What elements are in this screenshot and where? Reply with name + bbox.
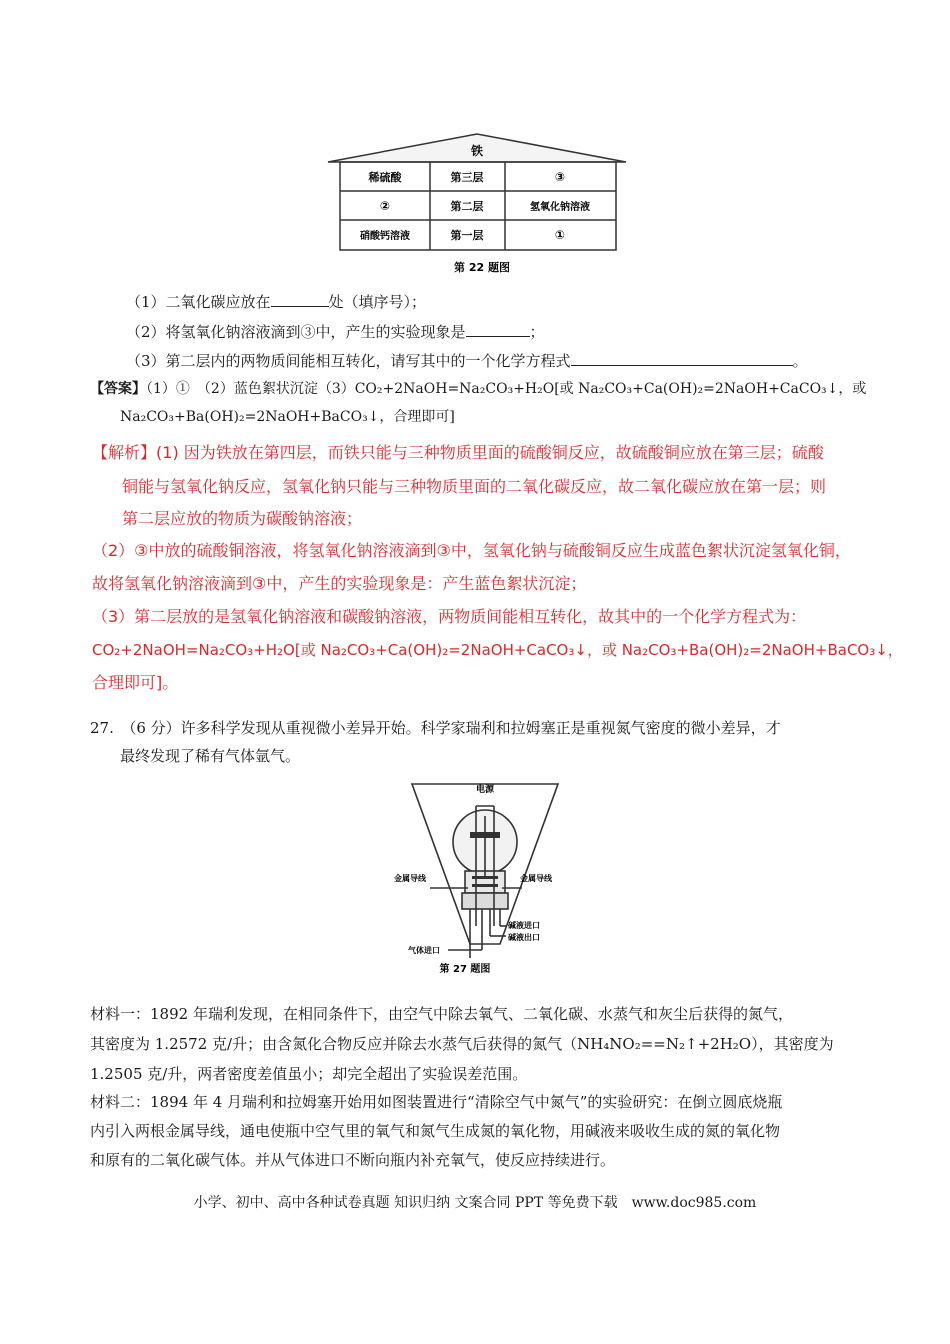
analysis-line-4: （2）③中放的硫酸铜溶液，将氢氧化钠溶液滴到③中，氢氧化钠与硫酸铜反应生成蓝色絮状沉淀氢氧化铜， bbox=[92, 541, 851, 560]
fig27-caption: 第 27 题图 bbox=[439, 964, 491, 975]
fig22-cell: 第一层 bbox=[450, 229, 484, 242]
material-1-line-3: 1.2505 克/升，两者密度差值虽小；却完全超出了实验误差范围。 bbox=[90, 1065, 528, 1083]
analysis-line-8: 合理即可]。 bbox=[92, 673, 179, 692]
fig22-cell: 第二层 bbox=[450, 200, 484, 213]
fig22-cell: 第三层 bbox=[450, 171, 484, 184]
analysis-line-7: CO₂+2NaOH=Na₂CO₃+H₂O[或 Na₂CO₃+Ca(OH)₂=2NaOH+CaCO₃↓，或 Na₂CO₃+Ba(OH)₂=2NaOH+BaCO₃↓， bbox=[92, 641, 903, 659]
fig22-roof-label: 铁 bbox=[470, 144, 484, 158]
analysis-label: 【解析】 bbox=[92, 443, 157, 462]
answer-blank-1[interactable] bbox=[271, 292, 329, 307]
fig27-alkali-in-label: 碱液进口 bbox=[508, 921, 540, 930]
q22-item-1: （1）二氧化碳应放在 处（填序号）； bbox=[126, 293, 427, 311]
fig22-caption: 第 22 题图 bbox=[454, 261, 510, 274]
material-1-line-2: 其密度为 1.2572 克/升；由含氮化合物反应并除去水蒸气后获得的氮气（NH₄NO₂==N₂↑+2H₂O），其密度为 bbox=[90, 1035, 834, 1053]
fig22-cell: ③ bbox=[554, 170, 566, 184]
analysis-line-1: 【解析】(1) 因为铁放在第四层，而铁只能与三种物质里面的硫酸铜反应，故硫酸铜应放在第三层；硫酸 bbox=[92, 443, 824, 462]
q27-line-2: 最终发现了稀有气体氩气。 bbox=[120, 747, 301, 765]
analysis-line-5: 故将氢氧化钠溶液滴到③中，产生的实验现象是：产生蓝色絮状沉淀； bbox=[92, 574, 587, 593]
fig22-cell: ① bbox=[554, 228, 566, 242]
fig22-cell: 稀硫酸 bbox=[368, 171, 402, 184]
analysis-line-3: 第二层应放的物质为碳酸钠溶液； bbox=[122, 509, 363, 528]
fig22-cell: 硝酸钙溶液 bbox=[360, 231, 410, 242]
figure-27 bbox=[390, 776, 590, 981]
analysis-line-2: 铜能与氢氧化钠反应，氢氧化钠只能与三种物质里面的二氧化碳反应，故二氧化碳应放在第一层；则 bbox=[122, 477, 827, 496]
material-2-line-1: 材料二：1894 年 4 月瑞利和拉姆塞开始用如图装置进行“清除空气中氮气”的实验研究：在倒立圆底烧瓶 bbox=[90, 1093, 783, 1111]
fig22-cell: ② bbox=[379, 199, 391, 213]
figure-22 bbox=[322, 128, 632, 278]
answer-label: 【答案】 bbox=[90, 381, 146, 397]
material-2-line-2: 内引入两根金属导线，通电使瓶中空气里的氧气和氮气生成氮的氧化物，用碱液来吸收生成的氮的氧化物 bbox=[90, 1122, 781, 1140]
fig27-gas-in-label: 气体进口 bbox=[408, 946, 440, 955]
answer-line-1: 【答案】（1）① （2）蓝色絮状沉淀（3）CO₂+2NaOH=Na₂CO₃+H₂O[或 Na₂CO₃+Ca(OH)₂=2NaOH+CaCO₃↓，或 bbox=[90, 381, 867, 397]
answer-line-2: Na₂CO₃+Ba(OH)₂=2NaOH+BaCO₃↓，合理即可] bbox=[120, 409, 455, 425]
fig22-cell: 氢氧化钠溶液 bbox=[530, 202, 590, 213]
fig27-alkali-out-label: 碱液出口 bbox=[508, 933, 540, 942]
q27-line-1: 27. （6 分）许多科学发现从重视微小差异开始。科学家瑞利和拉姆塞正是重视氮气密度的微小差异，才 bbox=[90, 719, 781, 737]
q22-item-2: （2）将氢氧化钠溶液滴到③中，产生的实验现象是 ； bbox=[126, 323, 545, 341]
answer-blank-3[interactable] bbox=[571, 351, 793, 366]
q22-item-3: （3）第二层内的两物质间能相互转化，请写其中的一个化学方程式 。 bbox=[126, 352, 808, 370]
material-1-line-1: 材料一：1892 年瑞利发现，在相同条件下，由空气中除去氧气、二氧化碳、水蒸气和灰尘后获得的氮气， bbox=[90, 1005, 793, 1023]
material-2-line-3: 和原有的二氧化碳气体。并从气体进口不断向瓶内补充氧气，使反应持续进行。 bbox=[90, 1151, 616, 1169]
fig27-right-wire-label: 金属导线 bbox=[520, 874, 552, 883]
analysis-line-6: （3）第二层放的是氢氧化钠溶液和碳酸钠溶液，两物质间能相互转化，故其中的一个化学方程式为： bbox=[92, 607, 807, 626]
answer-blank-2[interactable] bbox=[466, 322, 530, 337]
page-footer: 小学、初中、高中各种试卷真题 知识归纳 文案合同 PPT 等免费下载 www.doc985.com bbox=[193, 1195, 757, 1211]
fig27-power-label: 电源 bbox=[475, 785, 495, 795]
fig27-left-wire-label: 金属导线 bbox=[394, 874, 426, 883]
